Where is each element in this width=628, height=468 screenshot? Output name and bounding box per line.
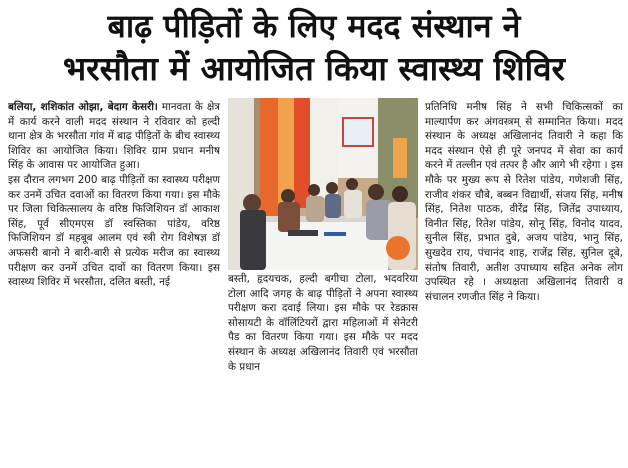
article-paragraph-4: प्रतिनिधि मनीष सिंह ने सभी चिकित्सकों का माल्यार्पण कर अंगवस्त्रम् से सम्मानित किया। मदद संस्थान के अध्यक्ष अखिलानंद तिवारी ने कहा कि मदद संस्थान ऐसे ही पूरे जनपद में सेवा का कार्य करने में तल्लीन एवं तत्पर है और आगे भी रहेगा । इस मौके पर मुख्य रूप से रितेश पांडेय, गणेशजी सिंह, राजीव शंकर चौबे, बब्बन विद्यार्थी, संजय सिंह, मनीष सिंह, नितेश पाठक, वीरेंद्र सिंह, जितेंद्र उपाध्याय, विनीत सिंह, रितेश पांडेय, सोनू सिंह, विनोद यादव, सुनील सिंह, प्रभात दुबे, अजय पांडेय, भानु सिंह, सुखदेव राय, पंचानंद शाह, राजेंद्र सिंह, सुनिल दूबे, संतोष तिवारी, अतीश उपाध्याय सहित अनेक लोग उपस्थित रहे । अध्यक्षता अखिलानंद तिवारी व संचालन रणजीत सिंह ने किया। [425,101,623,303]
article-column-right [425,100,623,466]
headline-line-2: भरसौता में आयोजित किया स्वास्थ्य शिविर [62,49,566,88]
headline-line-1: बाढ़ पीड़ितों के लिए मदद संस्थान ने [107,7,521,45]
article-paragraph-2: इस दौरान लगभग 200 बाढ़ पीड़ितों का स्वास्थ्य परीक्षण कर उनमें उचित दवाओं का वितरण किया गया। इस मौके पर जिला चिकित्सालय के वरिष्ठ फिजिशियन डॉ आकाश सिंह, पूर्व सीएमएस डॉ स्वस्तिका पांडेय, वरिष्ठ फिजिशियन डॉ महबूब आलम एवं स्त्री रोग विशेषज्ञ डॉ अफसरी बानो ने बारी-बारी से प्रत्येक मरीज का स्वास्थ्य परीक्षण कर उनमें उचित दावों का वितरण किया। इस स्वास्थ्य शिविर में भरसौता, दलित बस्ती, नई [8,173,220,289]
article-paragraph-1-text: मानवता के क्षेत्र में कार्य करने वाली मदद संस्थान ने रविवार को हल्दी थाना क्षेत्र के भरसौता गांव में बाढ़ पीड़ितों के बीच स्वास्थ्य शिविर का आयोजित किया। शिविर ग्राम प्रधान मनीष सिंह के आवास पर आयोजित हुआ। [8,101,220,172]
article-paragraph-3: बस्ती, हृदयचक, हल्दी बगीचा टोला, भदवरिया टोला आदि जगह के बाढ़ पीड़ितों ने अपना स्वास्थ्य परीक्षण करा दवाई लिया। इस मौके पर रेडक्रास सोसायटी के वॉलिंटियरों द्वारा महिलाओं में सेनेटरी पैड का वितरण किया गया। इस मौके पर मदद संस्थान के अध्यक्ष अखिलानंद तिवारी एवं भरसौता के प्रधान [228,273,418,373]
dateline: बलिया, शशिकांत ओझा, बेदाग केसरी। [8,101,158,113]
news-photo-health-camp [228,98,418,270]
news-photo-illustration [228,98,418,270]
article-paragraph-1 [8,100,220,173]
article-column-middle [228,272,418,466]
article-column-left [8,100,220,466]
